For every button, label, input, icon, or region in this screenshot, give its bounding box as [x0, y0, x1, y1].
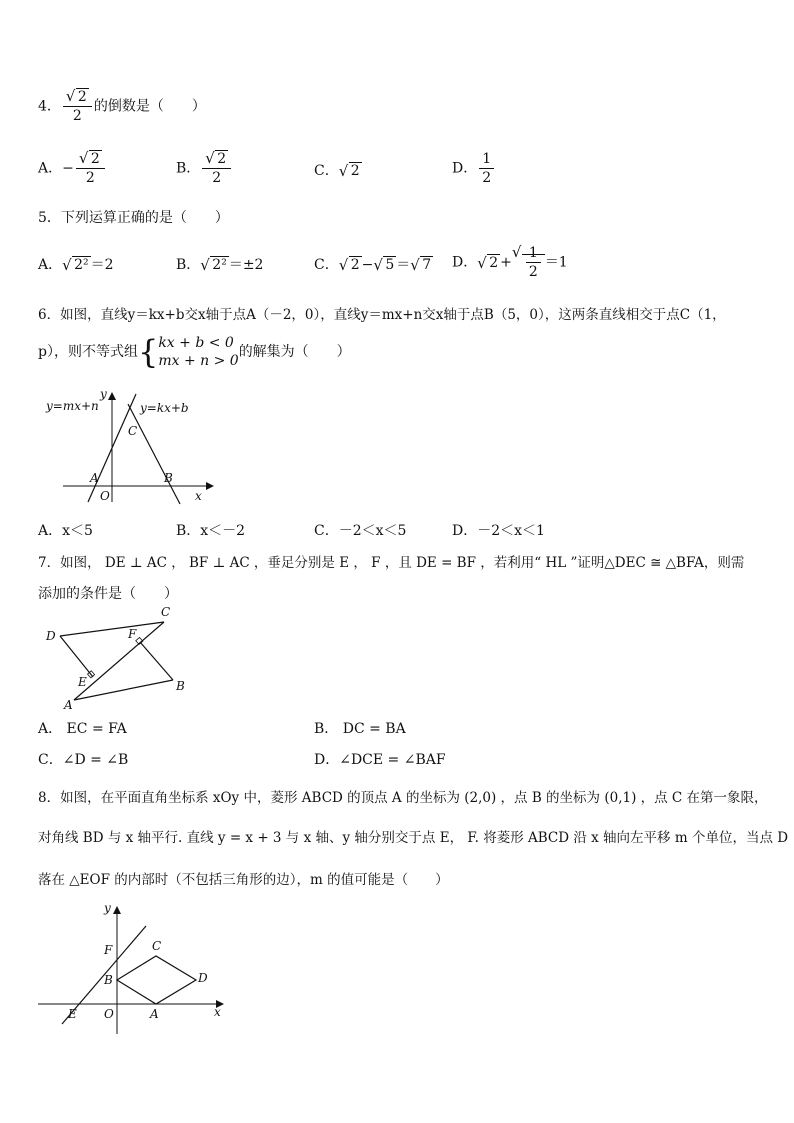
- q4-option-b: B． √ $\frac{2}{2}$: [176, 150, 233, 187]
- q8-axis-x: x: [214, 1005, 221, 1019]
- q8-point-a: A: [150, 1007, 159, 1021]
- q8-point-b: B: [104, 973, 113, 987]
- q7-option-d: D．∠DCE = ∠BAF: [314, 752, 446, 768]
- q7-point-e: E: [78, 675, 87, 689]
- q8-axis-y: y: [104, 901, 111, 915]
- q8-stem-line1: 8．如图，在平面直角坐标系 xOy 中，菱形 ABCD 的顶点 A 的坐标为 (2,0) ，点 B 的坐标为 (0,1) ，点 C 在第一象限，: [38, 790, 768, 806]
- q6-option-b: B．x＜－2: [176, 523, 246, 539]
- q7-option-a: A． EC = FA: [38, 721, 127, 737]
- q5-option-b: B．√ 2² ＝±2: [176, 254, 263, 274]
- q6-point-a: A: [90, 471, 99, 485]
- q6-axis-x: x: [195, 489, 202, 503]
- q6-point-b: B: [164, 471, 173, 485]
- q5-stem: 5．下列运算正确的是（ ）: [38, 210, 229, 226]
- q7-option-b: B． DC = BA: [314, 721, 406, 737]
- q7-figure: [38, 602, 198, 710]
- q6-line-label-kx: y=kx+b: [140, 401, 189, 415]
- q6-axis-y: y: [100, 390, 107, 401]
- q7-point-f: F: [128, 627, 137, 641]
- q4-option-c: C．√ 2: [314, 160, 362, 180]
- q6-origin: O: [100, 489, 110, 503]
- q8-point-d: D: [198, 971, 208, 985]
- q8-point-f: F: [104, 943, 113, 957]
- q4-option-a: A．− √ $\frac{2}{2}$: [38, 150, 107, 187]
- q6-figure: [38, 390, 218, 510]
- q8-point-c: C: [152, 939, 162, 953]
- q6-stem-line2: p），则不等式组{ kx + b < 0 mx + n > 0 的解集为（ ）: [38, 333, 351, 371]
- q6-option-c: C．－2＜x＜5: [314, 523, 407, 539]
- q6-option-d: D．－2＜x＜1: [452, 523, 545, 539]
- q8-stem-line2: 对角线 BD 与 x 轴平行. 直线 y = x + 3 与 x 轴、y 轴分别交于点 E， F. 将菱形 ABCD 沿 x 轴向左平移 m 个单位，当点 D: [38, 830, 789, 846]
- q6-option-a: A．x＜5: [38, 523, 93, 539]
- q8-point-e: E: [68, 1007, 77, 1021]
- q7-point-a: A: [64, 698, 73, 710]
- q8-stem-line3: 落在 △EOF 的内部时（不包括三角形的边），m 的值可能是（ ）: [38, 872, 449, 888]
- q7-point-c: C: [161, 605, 171, 619]
- q7-point-d: D: [46, 629, 56, 643]
- q4-stem: 4． √ $\frac{2}{2}$ 的倒数是（ ）: [38, 88, 206, 125]
- q7-point-b: B: [176, 679, 185, 693]
- q7-stem-line2: 添加的条件是（ ）: [38, 586, 178, 602]
- q6-point-c: C: [128, 424, 138, 438]
- q7-stem-line1: 7．如图， DE ⊥ AC ， BF ⊥ AC ，垂足分别是 E ， F ，且 DE = BF ，若利用“ HL ”证明△DEC ≅ △BFA，则需: [38, 555, 745, 571]
- q7-option-c: C．∠D = ∠B: [38, 752, 129, 768]
- q5-option-a: A．√ 2² ＝2: [38, 254, 114, 274]
- q6-stem-line1: 6．如图，直线y＝kx+b交x轴于点A（－2，0），直线y＝mx+n交x轴于点B（5，0），这两条直线相交于点C（1，: [38, 307, 726, 323]
- q8-figure: [38, 898, 238, 1038]
- q6-line-label-mx: y=mx+n: [46, 399, 99, 413]
- q4-option-d: D． $\frac{1}{2}$: [452, 150, 496, 187]
- q8-origin: O: [104, 1007, 114, 1021]
- q5-option-d: D．√ 2 + √ $\frac{1}{2}$ ＝1: [452, 244, 568, 281]
- q5-option-c: C．√ 2 −√ 5 ＝√ 7: [314, 254, 433, 274]
